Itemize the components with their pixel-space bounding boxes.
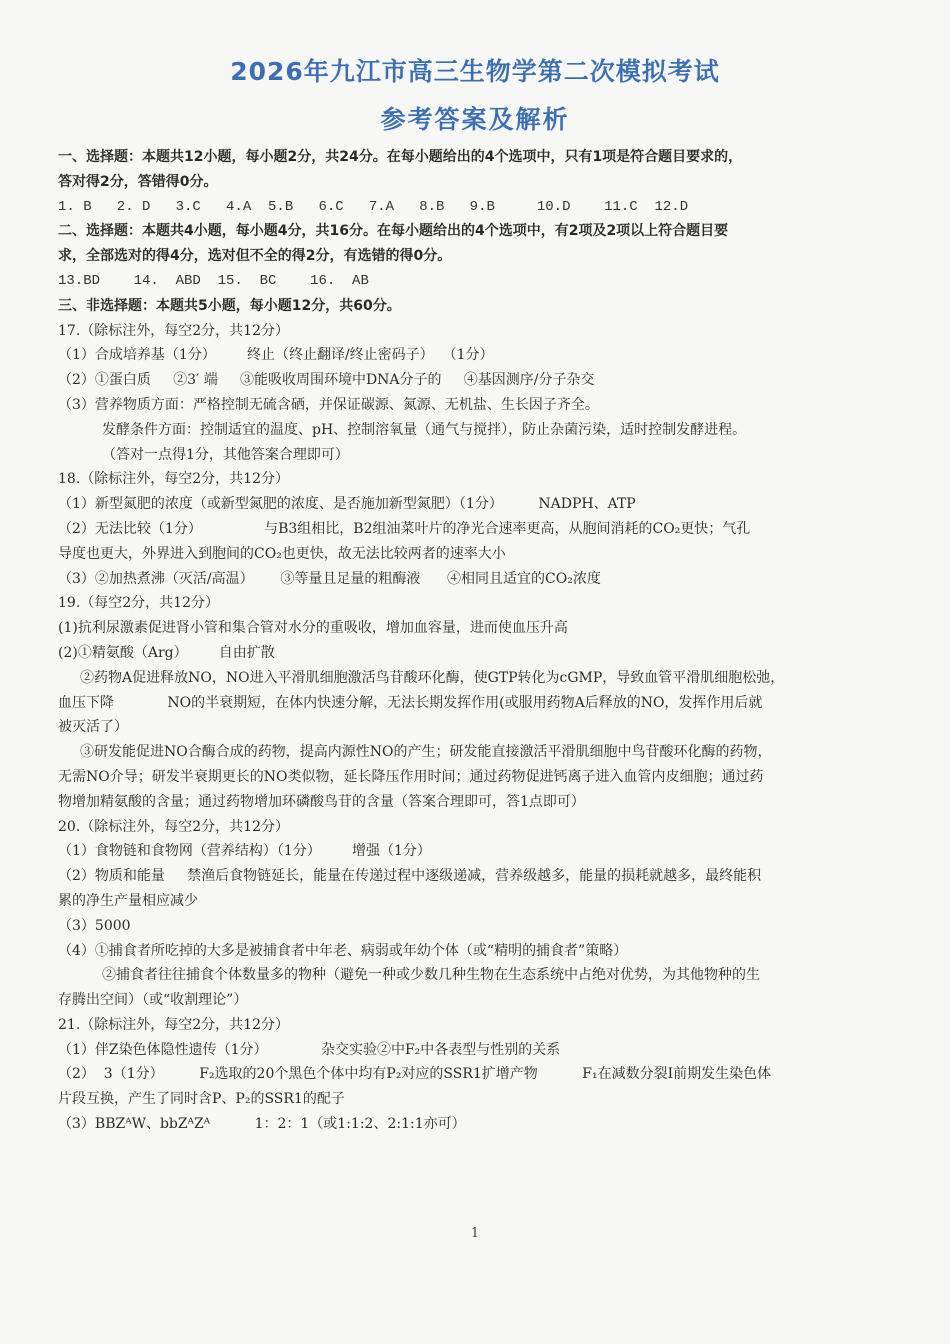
- page-number: 1: [470, 1226, 480, 1241]
- text-line: （3）营养物质方面：严格控制无硫含硒，并保证碳源、氮源、无机盐、生长因子齐全。: [58, 396, 599, 413]
- text-line: 19.（每空2分，共12分）: [58, 595, 219, 612]
- text-line: 一、选择题：本题共12小题，每小题2分，共24分。在每小题给出的4个选项中，只有1项是符合题目要求的，: [58, 149, 743, 165]
- text-line: 无需NO介导；研发半衰期更长的NO类似物，延长降压作用时间；通过药物促进钙离子进入血管内皮细胞；通过药: [58, 768, 764, 785]
- text-line: ②捕食者往往捕食个体数量多的物种（避免一种或少数几种生物在生态系统中占绝对优势，为其他物种的生: [102, 967, 760, 984]
- text-line: 三、非选择题：本题共5小题，每小题12分，共60分。: [58, 297, 401, 314]
- text-line: (2)①精氨酸（Arg） 自由扩散: [58, 644, 275, 661]
- text-line: （答对一点得1分，其他答案合理即可）: [102, 446, 349, 463]
- text-line: 21.（除标注外，每空2分，共12分）: [58, 1016, 289, 1033]
- text-line: （3）②加热煮沸（灭活/高温） ③等量且足量的粗酶液 ④相同且适宜的CO₂浓度: [58, 570, 601, 587]
- text-line: （1）食物链和食物网（营养结构）（1分） 增强（1分）: [58, 843, 431, 860]
- text-line: （1）新型氮肥的浓度（或新型氮肥的浓度、是否施加新型氮肥）（1分） NADPH、ATP: [58, 496, 636, 513]
- answer-content: [58, 145, 894, 1137]
- text-line: ②药物A促进释放NO，NO进入平滑肌细胞激活鸟苷酸环化酶，使GTP转化为cGMP，导致血管平滑肌细胞松弛，: [80, 669, 785, 686]
- text-line: 累的净生产量相应减少: [58, 892, 198, 909]
- text-line: （1）伴Z染色体隐性遗传（1分） 杂交实验②中F₂中各表型与性别的关系: [58, 1041, 561, 1058]
- text-line: （2） 3（1分） F₂选取的20个黑色个体中均有P₂对应的SSR1扩增产物 F₁在减数分裂Ⅰ前期发生染色体: [58, 1066, 772, 1083]
- text-line: 1. B 2. D 3.C 4.A 5.B 6.C 7.A 8.B 9.B 10.D 11.C 12.D: [58, 198, 689, 215]
- text-line: （1）合成培养基（1分） 终止（终止翻译/终止密码子） （1分）: [58, 347, 494, 364]
- page-subtitle: 参考答案及解析: [380, 105, 570, 134]
- text-line: （2）物质和能量 禁渔后食物链延长，能量在传递过程中逐级递减，营养级越多，能量的损耗就越多，最终能积: [58, 868, 762, 885]
- text-line: （3）BBZᴬW、bbZᴬZᴬ 1：2：1（或1:1:2、2:1:1亦可）: [58, 1116, 466, 1133]
- text-line: （4）①捕食者所吃掉的大多是被捕食者中年老、病弱或年幼个体（或“精明的捕食者”策略）: [58, 942, 628, 959]
- text-line: 17.（除标注外，每空2分，共12分）: [58, 322, 289, 339]
- text-line: 血压下降 NO的半衰期短，在体内快速分解，无法长期发挥作用(或服用药物A后释放的NO，发挥作用后就: [58, 694, 763, 711]
- text-line: 二、选择题：本题共4小题，每小题4分，共16分。在每小题给出的4个选项中，有2项及2项以上符合题目要: [58, 223, 729, 240]
- title-block: [0, 0, 950, 136]
- text-line: 发酵条件方面：控制适宜的温度、pH、控制溶氧量（通气与搅拌），防止杂菌污染，适时控制发酵进程。: [102, 421, 747, 438]
- text-line: ③研发能促进NO合酶合成的药物，提高内源性NO的产生；研发能直接激活平滑肌细胞中鸟苷酸环化酶的药物，: [80, 744, 772, 761]
- page-title: 2026年九江市高三生物学第二次模拟考试: [230, 57, 720, 86]
- text-line: 物增加精氨酸的含量；通过药物增加环磷酸鸟苷的含量（答案合理即可，答1点即可）: [58, 793, 585, 810]
- text-line: 导度也更大，外界进入到胞间的CO₂也更快，故无法比较两者的速率大小: [58, 545, 506, 562]
- text-line: （3）5000: [58, 917, 131, 934]
- text-line: （2）无法比较（1分） 与B3组相比，B2组油菜叶片的净光合速率更高，从胞间消耗的CO₂更快；气孔: [58, 520, 751, 537]
- text-line: 13.BD 14. ABD 15. BC 16. AB: [58, 272, 369, 289]
- text-line: 存腾出空间）（或“收割理论”）: [58, 992, 248, 1009]
- text-line: 20.（除标注外，每空2分，共12分）: [58, 818, 289, 835]
- text-line: 被灭活了）: [58, 719, 128, 736]
- text-line: 答对得2分，答错得0分。: [58, 173, 218, 190]
- text-line: (1)抗利尿激素促进肾小管和集合管对水分的重吸收，增加血容量，进而使血压升高: [58, 620, 568, 637]
- text-line: 片段互换，产生了同时含P、P₂的SSR1的配子: [58, 1091, 345, 1108]
- text-line: （2）①蛋白质 ②3′ 端 ③能吸收周围环境中DNA分子的 ④基因测序/分子杂交: [58, 372, 595, 389]
- text-line: 18.（除标注外，每空2分，共12分）: [58, 471, 289, 488]
- text-line: 求，全部选对的得4分，选对但不全的得2分，有选错的得0分。: [58, 248, 452, 265]
